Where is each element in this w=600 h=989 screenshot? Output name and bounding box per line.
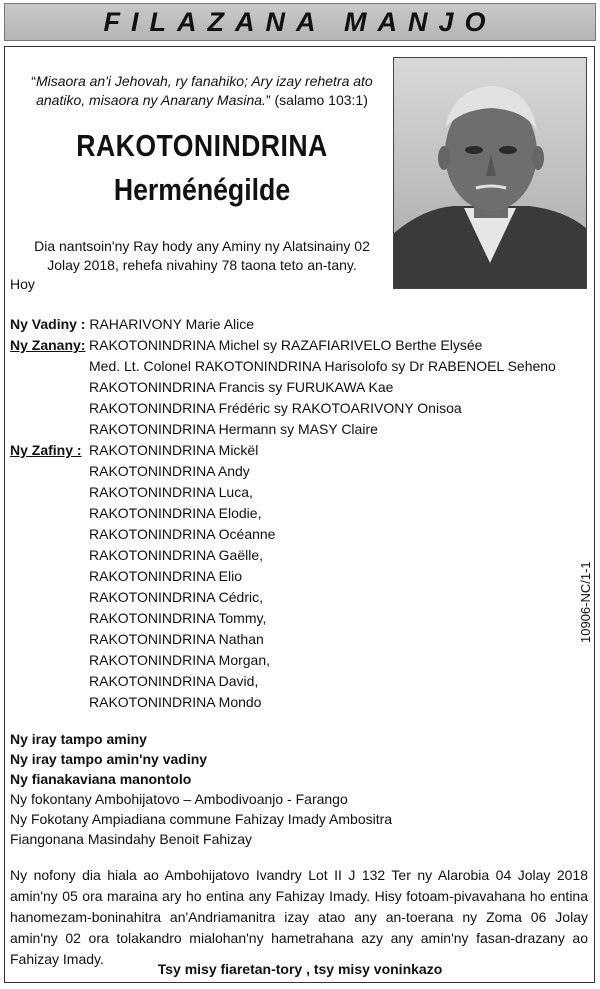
footer-note: Tsy misy fiaretan-tory , tsy misy voninkazo [157, 961, 443, 977]
header-banner [4, 3, 596, 41]
portrait-photo [393, 57, 587, 289]
funeral-announcement: Ny nofony dia hiala ao Ambohijatovo Ivandry Lot II J 132 Ter ny Alarobia 04 Jolay 2018 amin'ny 05 ora maraina ary ho entina any Fahizay Imady. Hisy fotoam-pivavahana ho entina hanomezam-boninahitra an'Andriamanitra izay atao any an-toerana ny Zoma 06 Jolay amin'ny 02 ora tolakandro mialohan'ny hametrahana azy any amin'ny fasan-drazany ao Fahizay Imady. [10, 867, 588, 967]
grandchild-item: RAKOTONINDRINA Elodie, [89, 505, 262, 521]
spouse-line [10, 314, 254, 335]
reference-code: 10906-NC/1-1 [578, 561, 593, 643]
quote-text: Misaora an'i Jehovah, ry fanahiko; Ary izay rehetra ato anatiko, misaora ny Anarany Masina. [35, 73, 373, 108]
grandchild-item: RAKOTONINDRINA Océanne [89, 526, 276, 542]
grandchild-item: RAKOTONINDRINA Elio [89, 568, 242, 584]
death-announcement-intro: Dia nantsoin'ny Ray hody any Aminy ny Alatsinainy 02 Jolay 2018, rehefa nivahiny 78 taona teto an-tany. [34, 238, 370, 273]
child-item: Med. Lt. Colonel RAKOTONINDRINA Harisolofo sy Dr RABENOEL Seheno [89, 358, 556, 374]
children-list [89, 335, 556, 440]
grandchild-item: RAKOTONINDRINA Nathan [89, 631, 264, 647]
portrait-image [394, 58, 586, 288]
grandchild-item: RAKOTONINDRINA Mondo [89, 694, 262, 710]
greeting-line: Fiangonana Masindahy Benoit Fahizay [10, 831, 253, 847]
grandchild-item: RAKOTONINDRINA Gaëlle, [89, 547, 264, 563]
greeting-bold-line: Ny iray tampo aminy [10, 731, 147, 747]
spouse-label: Ny Vadiny : [10, 316, 86, 332]
spouse-name: RAHARIVONY Marie Alice [89, 316, 255, 332]
deceased-surname: RAKOTONINDRINA [76, 128, 328, 163]
children-label: Ny Zanany: [10, 337, 86, 353]
children-label-line [10, 335, 85, 356]
child-item: RAKOTONINDRINA Francis sy FURUKAWA Kae [89, 379, 394, 395]
grandchild-item: RAKOTONINDRINA David, [89, 673, 259, 689]
child-item: RAKOTONINDRINA Frédéric sy RAKOTOARIVONY Onisoa [89, 400, 462, 416]
grandchild-item: RAKOTONINDRINA Mickël [89, 442, 259, 458]
child-item: RAKOTONINDRINA Michel sy RAZAFIARIVELO Berthe Elysée [89, 337, 483, 353]
greeting-line: Ny Fokotany Ampiadiana commune Fahizay Imady Ambositra [10, 811, 393, 827]
grandchildren-label-line [10, 440, 82, 461]
grandchild-item: RAKOTONINDRINA Tommy, [89, 610, 267, 626]
grandchildren-list [89, 440, 275, 713]
greeting-bold-line: Ny fianakaviana manontolo [10, 771, 192, 787]
grandchild-item: RAKOTONINDRINA Luca, [89, 484, 253, 500]
grandchildren-label: Ny Zafiny : [10, 442, 82, 458]
greeting-bold-line: Ny iray tampo amin'ny vadiny [10, 751, 208, 767]
grandchild-item: RAKOTONINDRINA Cédric, [89, 589, 263, 605]
family-greetings [10, 729, 392, 849]
header-title: FILAZANA MANJO [103, 6, 497, 37]
grandchild-item: RAKOTONINDRINA Andy [89, 463, 250, 479]
grandchild-item: RAKOTONINDRINA Morgan, [89, 652, 271, 668]
child-item: RAKOTONINDRINA Hermann sy MASY Claire [89, 421, 378, 437]
bible-quote: “Misaora an'i Jehovah, ry fanahiko; Ary izay rehetra ato anatiko, misaora ny Anarany Masina.” (salamo 103:1) [31, 73, 373, 108]
deceased-given-name: Herménégilde [113, 172, 291, 207]
quote-reference: (salamo 103:1) [274, 92, 368, 108]
hoy-label: Hoy [10, 276, 35, 292]
greeting-line: Ny fokontany Ambohijatovo – Ambodivoanjo - Farango [10, 791, 348, 807]
